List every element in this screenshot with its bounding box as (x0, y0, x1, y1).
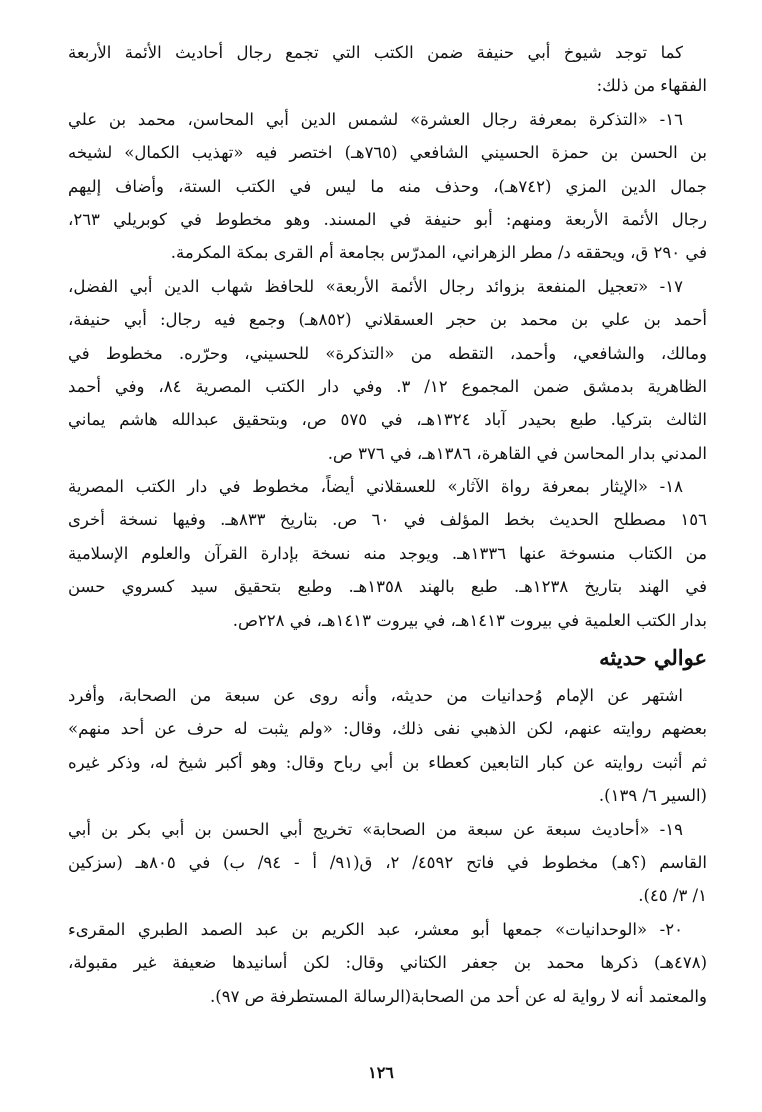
text-line: في ٢٩٠ ق، ويحققه د/ مطر الزهراني، المدرّس بجامعة أم القرى بمكة المكرمة. (170, 243, 707, 263)
text-line: ٢٠- «الوحدانيات» جمعها أبو معشر، عبد الكريم بن عبد الصمد الطبري المقرىء (68, 919, 683, 939)
entry-20 (68, 913, 707, 1013)
page-body (68, 36, 707, 1013)
text-line: ١/ ٣/ ٤٥). (638, 886, 707, 906)
text-line: جمال الدين المزي (٧٤٢هـ)، وحذف منه ما ليس في الكتب الستة، وأضاف إليهم (68, 176, 707, 196)
text-line: كما توجد شيوخ أبي حنيفة ضمن الكتب التي تجمع رجال أحاديث الأئمة الأربعة (68, 43, 683, 62)
text-line: ١٧- «تعجيل المنفعة بزوائد رجال الأئمة الأربعة» للحافظ شهاب الدين أبي الفضل، (68, 276, 683, 296)
entry-19 (68, 813, 707, 913)
text-line: ١٦- «التذكرة بمعرفة رجال العشرة» لشمس الدين أبي المحاسن، محمد بن علي (68, 109, 683, 129)
text-line: المدني بدار المحاسن في القاهرة، ١٣٨٦هـ، في ٣٧٦ ص. (327, 443, 707, 463)
text-line: اشتهر عن الإمام وُحدانيات من حديثه، وأنه روى عن سبعة من الصحابة، وأفرد (68, 686, 683, 706)
text-line: من الكتاب منسوخة عنها ١٣٣٦هـ. ويوجد منه نسخة بإدارة القرآن والعلوم الإسلامية (68, 543, 707, 563)
entry-18 (68, 470, 707, 637)
page-number: ١٢٦ (368, 1063, 394, 1082)
text-line: والمعتمد أنه لا رواية له عن أحد من الصحابة(الرسالة المستطرفة ص ٩٧). (210, 986, 707, 1006)
text-line: ١٥٦ مصطلح الحديث بخط المؤلف في ٦٠ ص. بتاريخ ٨٣٣هـ. وفيها نسخة أخرى (68, 510, 707, 530)
text-line: (السير ٦/ ١٣٩). (598, 786, 707, 806)
text-line: القاسم (؟هـ) مخطوط في فاتح ٤٥٩٢/ ٢، ق(٩١/ أ - ٩٤/ ب) في ٨٠٥هـ (سزكين (68, 852, 707, 872)
text-line: رجال الأئمة الأربعة ومنهم: أبو حنيفة في المسند. وهو مخطوط في كوبريلي ٢٦٣، (68, 209, 707, 229)
intro-paragraph (68, 36, 707, 103)
entry-16 (68, 103, 707, 270)
text-line: ثم أثبت روايته عن كبار التابعين كعطاء بن أبي رباح وقال: وهو أكبر شيخ له، وذكر غيره (68, 752, 707, 772)
text-line: الثالث بتركيا. طبع بحيدر آباد ١٣٢٤هـ، في ٥٧٥ ص، وبتحقيق عبدالله هاشم يماني (68, 410, 707, 430)
section-heading: عوالي حديثه (599, 645, 707, 671)
text-line: بدار الكتب العلمية في بيروت ١٤١٣هـ، في بيروت ١٤١٣هـ، في ٢٢٨ص. (232, 610, 707, 630)
text-line: بن الحسن بن حمزة الحسيني الشافعي (٧٦٥هـ) اختصر فيه «تهذيب الكمال» لشيخه (68, 143, 707, 163)
text-line: ١٨- «الإيثار بمعرفة رواة الآثار» للعسقلاني أيضاً، مخطوط في دار الكتب المصرية (68, 477, 683, 497)
awali-paragraph (68, 679, 707, 813)
text-line: الفقهاء من ذلك: (596, 76, 707, 96)
text-line: بعضهم روايته عنهم، لكن الذهبي نفى ذلك، وقال: «ولم يثبت له حرف عن أحد منهم» (68, 719, 707, 739)
text-line: الظاهرية بدمشق ضمن المجموع ١٢/ ٣. وفي دار الكتب المصرية ٨٤، وفي أحمد (68, 376, 707, 396)
text-line: ١٩- «أحاديث سبعة عن سبعة من الصحابة» تخريج أبي الحسن بن أبي بكر بن أبي (68, 819, 683, 839)
text-line: (٤٧٨هـ) ذكرها محمد بن جعفر الكتاني وقال: لكن أسانيدها ضعيفة غير مقبولة، (68, 953, 707, 973)
text-line: في الهند بتاريخ ١٢٣٨هـ. طبع بالهند ١٣٥٨هـ. وطبع بتحقيق سيد كسروي حسن (68, 577, 707, 597)
text-line: ومالك، والشافعي، وأحمد، التقطه من «التذكرة» للحسيني، وحرّره. مخطوط في (68, 343, 707, 363)
text-line: أحمد بن علي بن محمد بن حجر العسقلاني (٨٥٢هـ) وجمع فيه رجال: أبي حنيفة، (68, 310, 707, 330)
entry-17 (68, 270, 707, 470)
